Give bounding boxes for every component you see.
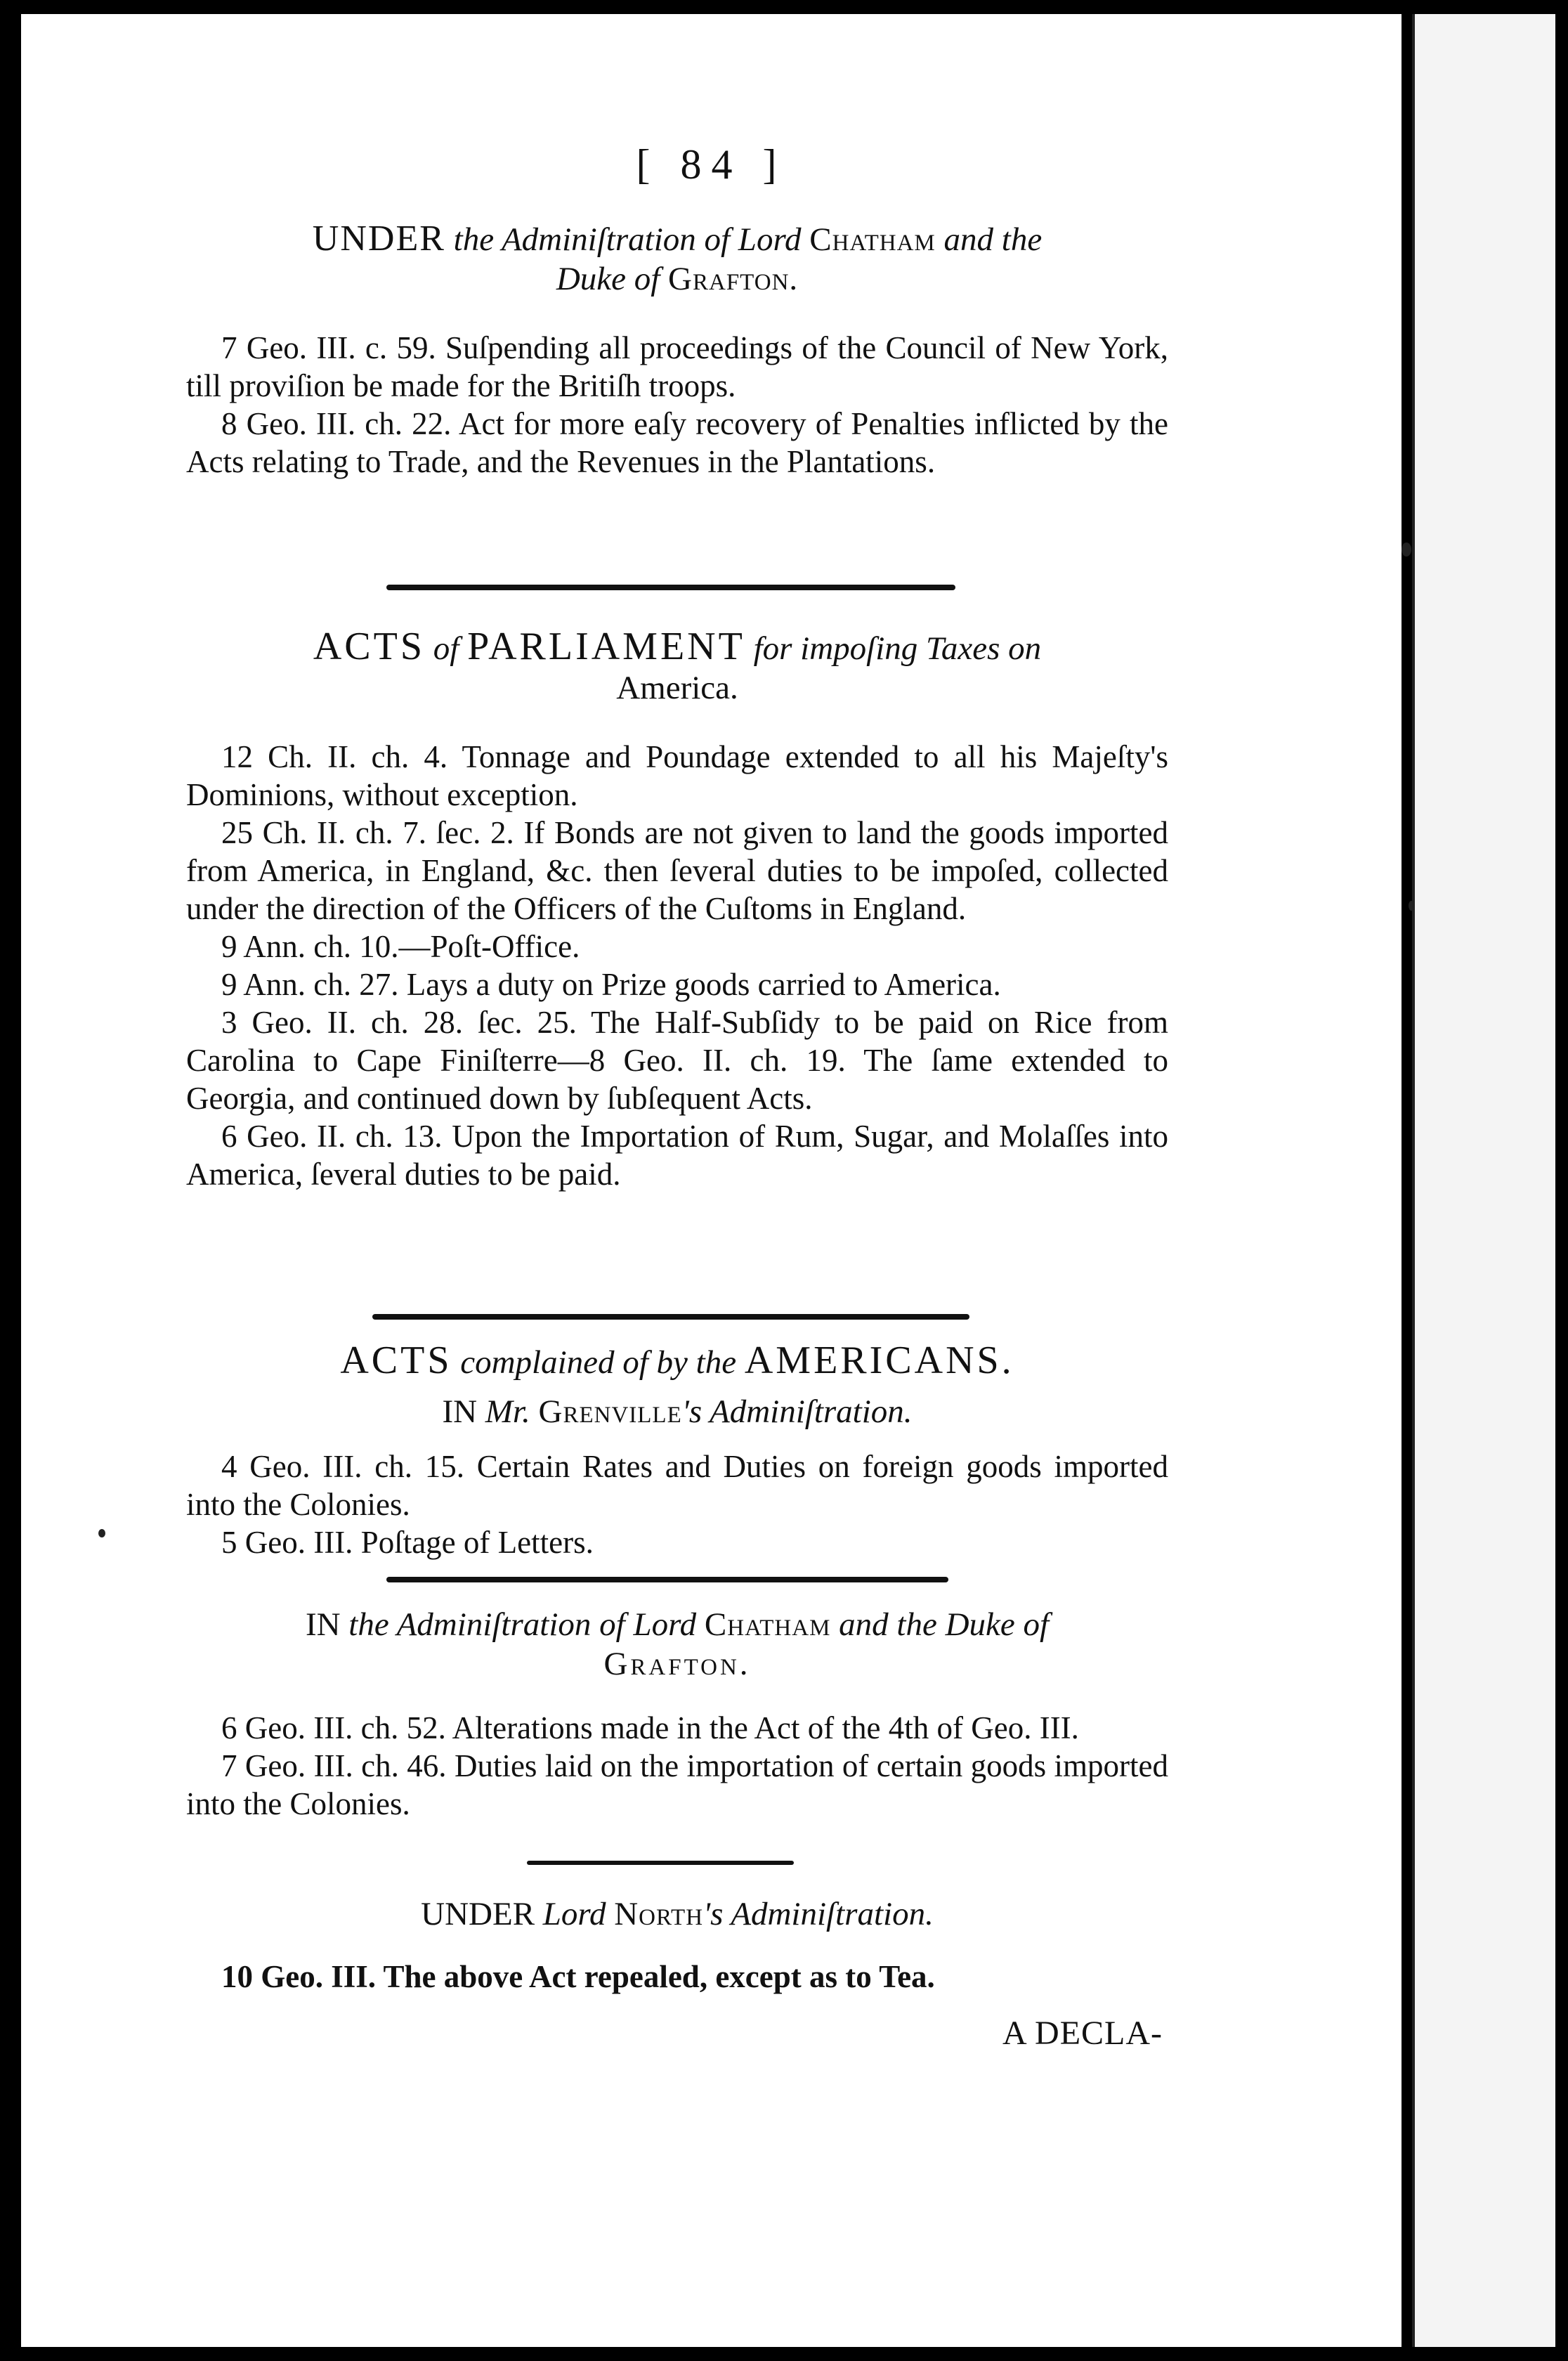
heading-italic: the Adminiſtration of Lord [453,221,802,258]
heading-word: America. [616,670,738,706]
divider-rule [386,1577,948,1582]
divider-rule [527,1861,794,1865]
act-entry: 25 Ch. II. ch. 7. ſec. 2. If Bonds are not given to land the goods imported from America, in England, &c. then ſeveral duties to be impoſed, collected under the direction of the Officers of the Cuſtoms in England. [186,815,1168,926]
act-entry: 10 Geo. III. The above Act repealed, except as to Tea. [221,1959,935,1994]
section-heading-taxes [186,627,1168,708]
act-entry: 9 Ann. ch. 10.—Poſt-Office. [221,929,580,964]
section3-entries [186,1448,1168,1561]
heading-name: Chatham [704,1606,831,1643]
act-entry: 12 Ch. II. ch. 4. Tonnage and Poundage extended to all his Majeſty's Dominions, without exception. [186,739,1168,812]
catchword: A DECLA- [1002,2015,1163,2052]
heading-italic: and the Duke of [839,1606,1050,1643]
heading-italic: Mr. [485,1393,530,1430]
ink-speck [1402,542,1411,557]
heading-italic: 's Adminiſtration. [703,1896,934,1932]
heading-name: Grafton. [603,1646,751,1682]
heading-word: ACTS [313,625,426,668]
act-entry: 9 Ann. ch. 27. Lays a duty on Prize goods carried to America. [221,967,1001,1002]
section-heading-north [186,1894,1168,1934]
heading-italic: Duke of [556,261,660,297]
act-entry: 4 Geo. III. ch. 15. Certain Rates and Duties on foreign goods imported into the Colonies. [186,1449,1168,1522]
heading-word: ACTS [340,1339,452,1382]
heading-word: AMERICANS. [744,1339,1014,1382]
divider-rule [372,1314,969,1320]
heading-name: Chatham [809,221,936,258]
act-entry: 7 Geo. III. ch. 46. Duties laid on the importation of certain goods imported into the Colonies. [186,1748,1168,1821]
book-page [21,14,1402,2347]
heading-italic: of [433,630,459,667]
heading-italic: the Adminiſtration of Lord [348,1606,697,1643]
act-entry: 6 Geo. III. ch. 52. Alterations made in the Act of the 4th of Geo. III. [221,1710,1079,1745]
heading-italic: 's Adminiſtration. [681,1393,913,1430]
heading-name: Grafton. [668,261,799,297]
section-heading-chatham-grafton-2 [186,1605,1168,1684]
adjacent-page-edge [1412,14,1555,2347]
divider-rule [386,585,955,590]
section5-entries [186,1958,1168,1996]
act-entry: 8 Geo. III. ch. 22. Act for more eaſy recovery of Penalties inflicted by the Acts relating to Trade, and the Revenues in the Plantations. [186,406,1168,479]
heading-italic: for impoſing Taxes on [753,630,1042,667]
heading-word: PARLIAMENT [467,625,745,668]
act-entry: 3 Geo. II. ch. 28. ſec. 25. The Half-Subſidy to be paid on Rice from Carolina to Cape Finiſterre—8 Geo. II. ch. 19. The ſame extended to Georgia, and continued down by ſubſequent Acts. [186,1005,1168,1116]
act-entry: 6 Geo. II. ch. 13. Upon the Importation of Rum, Sugar, and Molaſſes into America, ſeveral duties to be paid. [186,1119,1168,1192]
section-heading-americans [186,1341,1168,1431]
heading-italic: and the [943,221,1043,258]
heading-word: UNDER [421,1896,535,1932]
page-number: [ 84 ] [636,141,787,188]
heading-word: IN [305,1606,341,1643]
act-entry: 7 Geo. III. c. 59. Suſpending all proceedings of the Council of New York, till proviſion be made for the Britiſh troops. [186,330,1168,403]
section4-entries [186,1709,1168,1823]
heading-name: North [614,1896,704,1932]
heading-italic: Lord [542,1896,606,1932]
section2-entries [186,738,1168,1193]
section-heading-chatham-grafton [186,219,1168,299]
heading-italic: complained of by the [460,1344,737,1381]
heading-word: UNDER [312,219,445,259]
section1-entries [186,329,1168,481]
heading-word: IN [442,1393,478,1430]
heading-name: Grenville [538,1393,682,1430]
act-entry: 5 Geo. III. Poſtage of Letters. [221,1525,594,1560]
ink-speck [98,1529,105,1537]
